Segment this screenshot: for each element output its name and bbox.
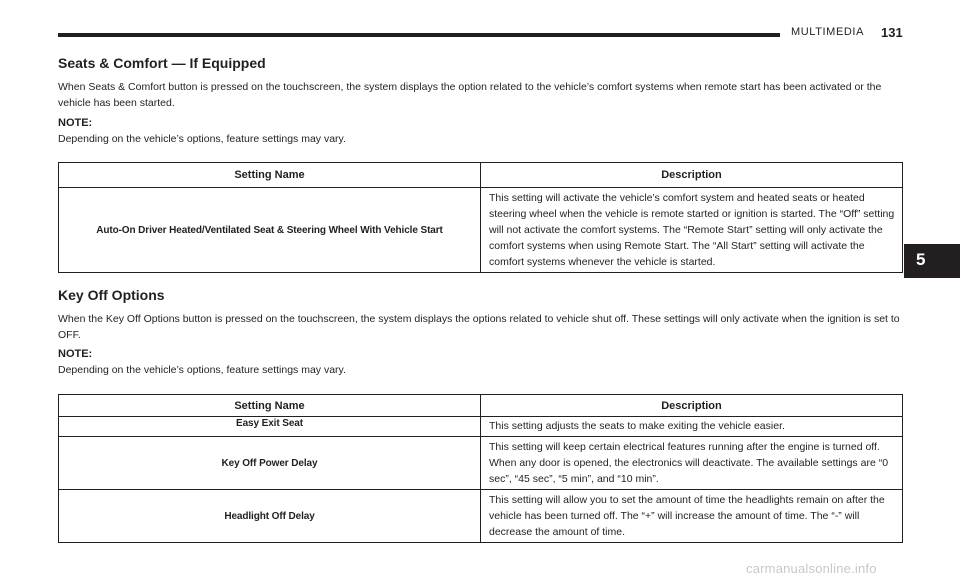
setting-name-cell: Key Off Power Delay: [59, 437, 481, 490]
chapter-tab: [904, 244, 960, 278]
setting-name-cell: Headlight Off Delay: [59, 490, 481, 543]
column-header-setting-name: Setting Name: [59, 163, 481, 188]
setting-description-cell: This setting will keep certain electrical features running after the engine is turned off. When any door is opened, the electronics will deactivate. The available settings are “0 sec”, “45 sec”, “5 min”, and “10 min”.: [481, 437, 903, 490]
header-rule: [58, 33, 780, 37]
chapter-tab-label: 5: [916, 250, 926, 269]
table-row: [59, 490, 903, 543]
seats-note-text: Depending on the vehicle’s options, feature settings may vary.: [58, 133, 346, 145]
setting-name-cell: Auto-On Driver Heated/Ventilated Seat & Steering Wheel With Vehicle Start: [59, 188, 481, 273]
setting-name-cell: Easy Exit Seat: [59, 417, 481, 437]
keyoff-note-label: NOTE:: [58, 348, 93, 360]
watermark: carmanualsonline.info: [746, 561, 877, 576]
keyoff-note-text: Depending on the vehicle’s options, feature settings may vary.: [58, 364, 346, 376]
seats-section-title: Seats & Comfort — If Equipped: [58, 55, 266, 71]
setting-description-cell: This setting will activate the vehicle’s comfort system and heated seats or heated steering wheel when the vehicle is remote started or ignition is started. The “Off” setting will not activate the comfort systems. The “Remote Start” setting will only activate the comfort systems when using Remote Start. The “All Start” setting will activate the comfort systems whenever the vehicle is started.: [481, 188, 903, 273]
header-page-number: 131: [881, 25, 903, 40]
table-header-row: [59, 163, 903, 188]
keyoff-section-intro: When the Key Off Options button is pressed on the touchscreen, the system displays the options related to vehicle shut off. These settings will only activate when the ignition is set to OFF.: [58, 313, 900, 341]
header-section-title: MULTIMEDIA: [791, 26, 865, 38]
table-row: [59, 437, 903, 490]
setting-description-cell: This setting adjusts the seats to make exiting the vehicle easier.: [481, 417, 903, 437]
seats-note-label: NOTE:: [58, 117, 93, 129]
table-header-row: [59, 395, 903, 417]
keyoff-section-title: Key Off Options: [58, 287, 165, 303]
table-row: [59, 417, 903, 437]
column-header-setting-name: Setting Name: [59, 395, 481, 417]
seats-settings-table: [58, 162, 903, 273]
table-row: [59, 188, 903, 273]
column-header-description: Description: [481, 395, 903, 417]
column-header-description: Description: [481, 163, 903, 188]
setting-description-cell: This setting will allow you to set the amount of time the headlights remain on after the vehicle has been turned off. The “+” will increase the amount of time. The “-” will decrease the amount of time.: [481, 490, 903, 543]
seats-section-intro: When Seats & Comfort button is pressed on the touchscreen, the system displays the option related to the vehicle’s comfort systems when remote start has been activated or the vehicle has been started.: [58, 81, 882, 109]
keyoff-settings-table: [58, 394, 903, 543]
